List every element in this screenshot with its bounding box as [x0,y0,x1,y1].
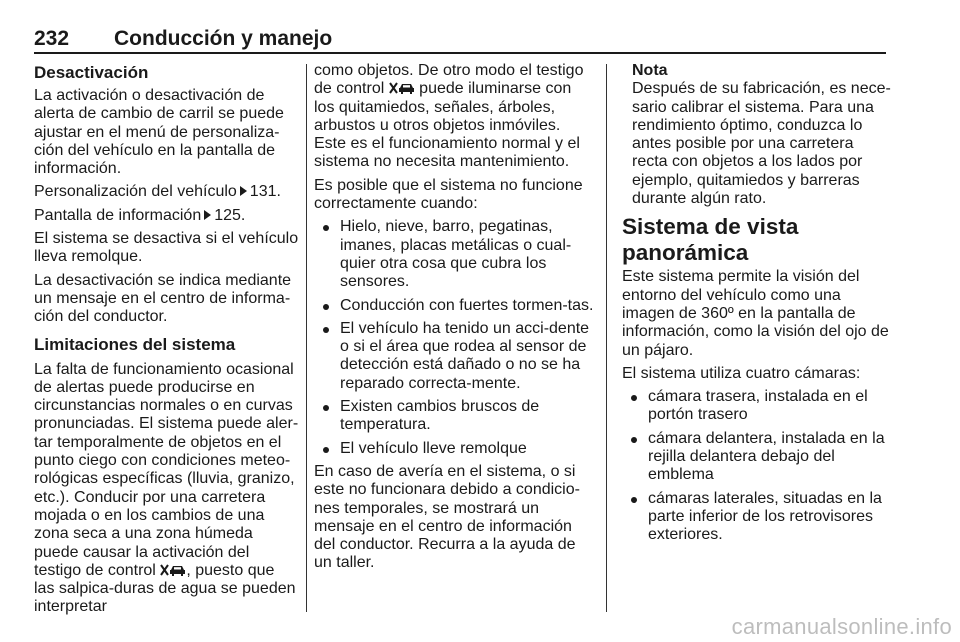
paragraph: Es posible que el sistema no funcione correctamente cuando: [314,176,583,213]
cross-reference [34,207,299,225]
paragraph: En caso de avería en el sistema, o si este no funcionara debido a condicio-nes temporales, se mostrará un mensaje en el centro de información del conductor. Recurra a la ayuda de un taller. [314,462,580,572]
list-item: El vehículo lleve remolque [314,440,594,458]
paragraph [314,62,594,172]
section-heading-surround-view: Sistema de vista panorámica [622,214,799,266]
paragraph: El sistema se desactiva si el vehículo lleva remolque. [34,230,299,266]
chapter-title: Conducción y manejo [114,27,333,50]
note-title: Nota [632,62,668,79]
reference-page: 125. [214,206,246,224]
page-number: 232 [34,27,70,50]
bullet-list [622,388,892,544]
column-left [34,62,299,622]
list-item: cámara trasera, instalada en el portón trasero [622,388,892,425]
paragraph: La activación o desactivación de alerta de cambio de carril se puede ajustar en el menú de personaliza-ción del vehículo en la pantalla de información. [34,87,284,178]
column-right [622,62,892,550]
bullet-icon [323,405,329,411]
section-heading-limitations: Limitaciones del sistema [34,334,236,354]
header-rule [34,52,886,54]
list-item: Hielo, nieve, barro, pegatinas, imanes, placas metálicas o cual-quier otra cosa que cubra los sensores. [314,218,594,291]
watermark: carmanualsonline.info [731,614,952,639]
reference-text: Personalización del vehículo [34,183,237,201]
column-divider [306,64,307,612]
paragraph: La desactivación se indica mediante un mensaje en el centro de informa-ción del conductor. [34,271,292,326]
bullet-icon [323,447,329,453]
list-item: Existen cambios bruscos de temperatura. [314,398,594,435]
blind-spot-warning-icon [160,563,186,577]
cross-reference [34,183,299,201]
paragraph [34,361,299,617]
paragraph-text: La falta de funcionamiento ocasional de alertas puede producirse en circunstancias normales o en curvas pronunciadas. El sistema puede aler-tar temporalmente de objetos en el punto ciego con condiciones meteo-rológicas específicas (lluvia, granizo, etc.). Conducir por una carretera mojada o en los cambios de una zona seca a una zona húmeda puede causar la activación del testigo de control [34,360,299,579]
bullet-icon [323,225,329,231]
bullet-icon [323,304,329,310]
reference-page: 131. [249,183,281,201]
paragraph-text: puede iluminarse con los quitamiedos, señales, árboles, arbustos u otros objetos inmóviles. Este es el funcionamiento normal y el sistema no necesita mantenimiento. [314,80,580,171]
note-box [632,62,892,208]
bullet-icon [631,437,637,443]
column-divider [606,64,607,612]
page-reference-icon [240,186,247,196]
note-text: Después de su fabricación, es nece-sario calibrar el sistema. Para una rendimiento óptimo, conduzca lo antes posible por una carretera recta con objetos a los lados por ejemplo, quitamiedos y barreras durante algún rato. [632,80,891,208]
page-header [34,27,886,53]
list-item: Conducción con fuertes tormen-tas. [314,297,594,315]
paragraph: Este sistema permite la visión del entorno del vehículo como una imagen de 360º en la pantalla de información, como la visión del ojo de un pájaro. [622,268,889,359]
list-item: El vehículo ha tenido un acci-dente o si el área que rodea al sensor de detección está dañado o no se ha reparado correcta-mente. [314,320,594,393]
bullet-icon [631,395,637,401]
list-item: cámaras laterales, situadas en la parte inferior de los retrovisores exteriores. [622,490,892,545]
reference-text: Pantalla de información [34,206,202,224]
blind-spot-warning-icon [389,81,415,95]
column-middle [314,62,594,578]
page-reference-icon [204,210,211,220]
paragraph: El sistema utiliza cuatro cámaras: [622,364,861,382]
list-item: cámara delantera, instalada en la rejilla delantera debajo del emblema [622,430,892,485]
paragraph-text: , puesto que las salpica-duras de agua se pueden interpretar [34,561,296,616]
bullet-icon [631,497,637,503]
bullet-icon [323,327,329,333]
bullet-list [314,218,594,458]
paragraph-text: como objetos. De otro modo el testigo de control [314,62,584,98]
section-heading-deactivation: Desactivación [34,63,149,82]
